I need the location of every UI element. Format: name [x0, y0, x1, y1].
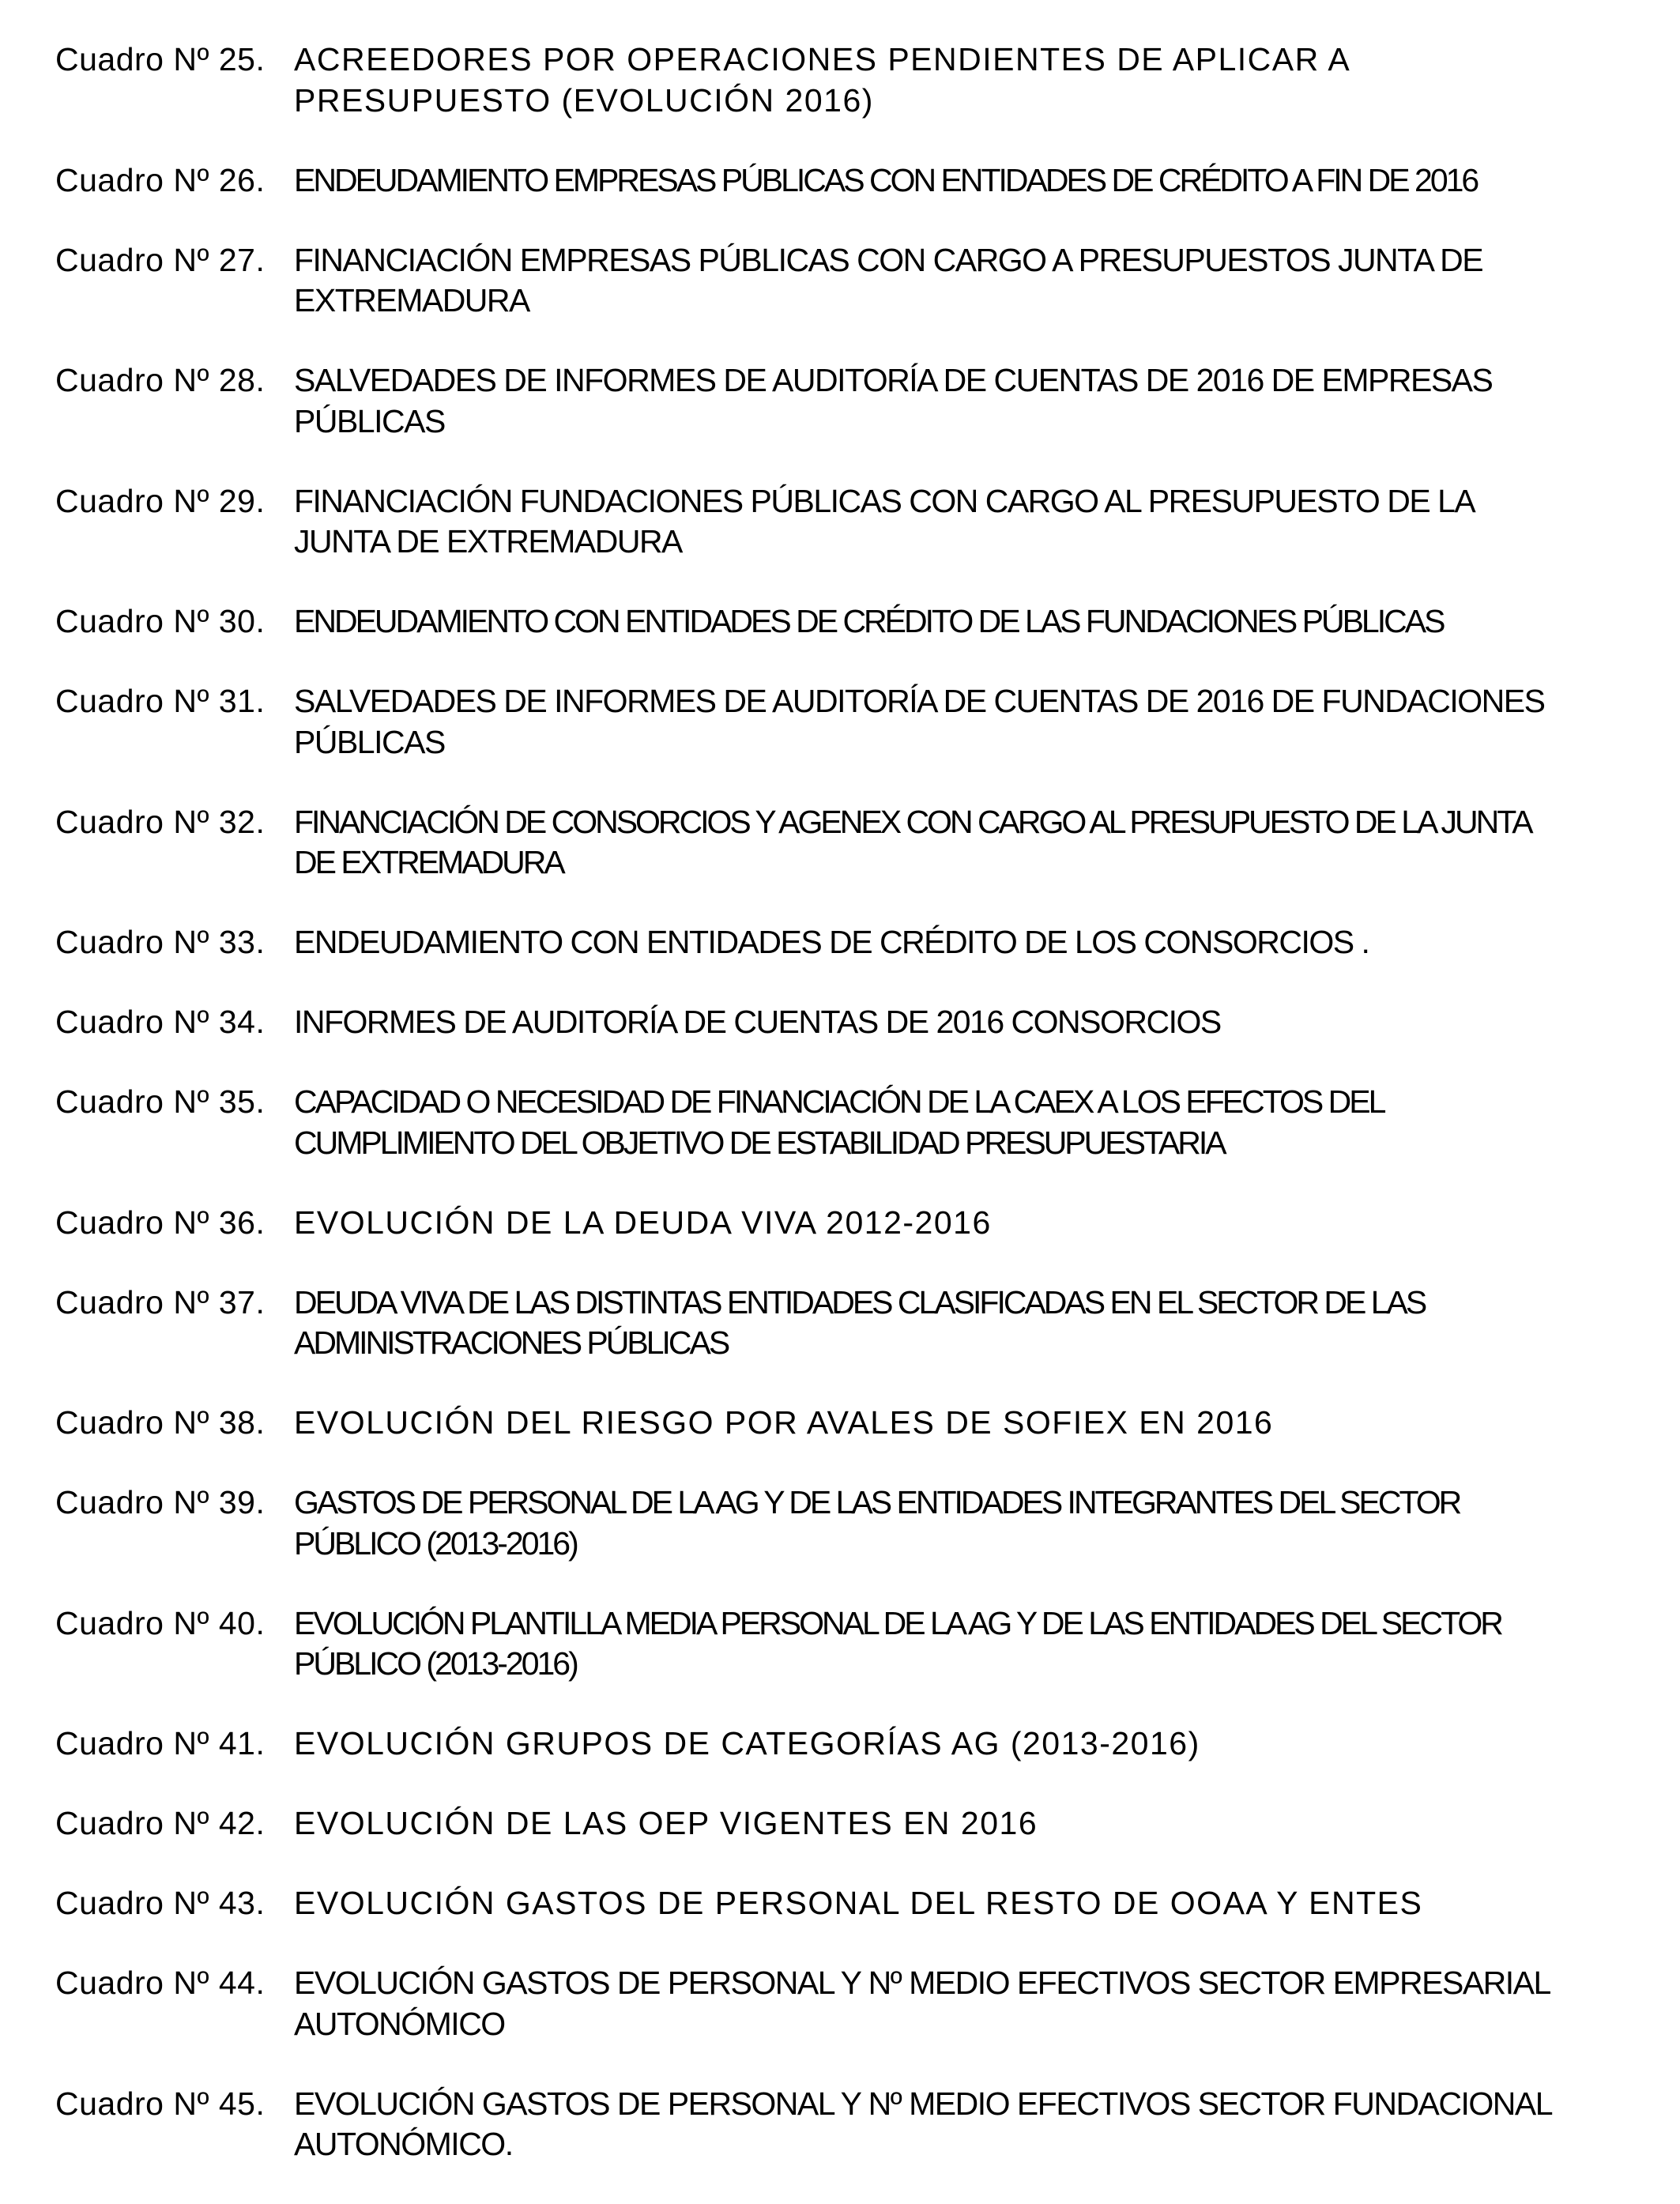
entry-number: Cuadro Nº 45.: [55, 2085, 266, 2122]
entry-title: FINANCIACIÓN EMPRESAS PÚBLICAS CON CARGO A PRESUPUESTOS JUNTA DE EXTREMADURA: [294, 241, 1483, 318]
entry-number: Cuadro Nº 29.: [55, 482, 266, 519]
list-item: [55, 1803, 1557, 1844]
entry-title: CAPACIDAD O NECESIDAD DE FINANCIACIÓN DE LA CAEX A LOS EFECTOS DEL CUMPLIMIENTO DEL OBJETIVO DE ESTABILIDAD PRESUPUESTARIA: [294, 1083, 1383, 1161]
entry-number: Cuadro Nº 33.: [55, 924, 266, 960]
entry-title: EVOLUCIÓN DE LAS OEP VIGENTES EN 2016: [294, 1805, 1038, 1841]
list-item: [55, 681, 1557, 763]
entry-number: Cuadro Nº 30.: [55, 603, 266, 639]
entry-title: EVOLUCIÓN PLANTILLA MEDIA PERSONAL DE LA AG Y DE LAS ENTIDADES DEL SECTOR PÚBLICO (2013-2016): [294, 1604, 1501, 1682]
entry-number: Cuadro Nº 26.: [55, 161, 266, 198]
entry-number: Cuadro Nº 36.: [55, 1204, 266, 1241]
list-item: [55, 1283, 1557, 1364]
list-item: [55, 922, 1557, 963]
list-item: [55, 1963, 1557, 2044]
entry-number: Cuadro Nº 39.: [55, 1484, 266, 1520]
entry-title: DEUDA VIVA DE LAS DISTINTAS ENTIDADES CLASIFICADAS EN EL SECTOR DE LAS ADMINISTRACIONES PÚBLICAS: [294, 1283, 1426, 1361]
list-item: [55, 601, 1557, 642]
entry-title: ENDEUDAMIENTO EMPRESAS PÚBLICAS CON ENTIDADES DE CRÉDITO A FIN DE 2016: [294, 161, 1478, 198]
entry-number: Cuadro Nº 38.: [55, 1404, 266, 1441]
entry-title: FINANCIACIÓN FUNDACIONES PÚBLICAS CON CARGO AL PRESUPUESTO DE LA JUNTA DE EXTREMADURA: [294, 482, 1473, 559]
entry-title: EVOLUCIÓN GRUPOS DE CATEGORÍAS AG (2013-2016): [294, 1725, 1200, 1761]
entry-title: ACREEDORES POR OPERACIONES PENDIENTES DE APLICAR A PRESUPUESTO (EVOLUCIÓN 2016): [294, 41, 1349, 119]
entry-number: Cuadro Nº 42.: [55, 1805, 266, 1841]
entry-number: Cuadro Nº 37.: [55, 1283, 266, 1321]
list-item: [55, 802, 1557, 883]
entry-title: ENDEUDAMIENTO CON ENTIDADES DE CRÉDITO DE LAS FUNDACIONES PÚBLICAS: [294, 603, 1444, 639]
entry-number: Cuadro Nº 44.: [55, 1965, 266, 2001]
entry-title: EVOLUCIÓN DEL RIESGO POR AVALES DE SOFIEX EN 2016: [294, 1404, 1274, 1441]
list-item: [55, 160, 1557, 202]
list-item: [55, 1483, 1557, 1564]
entry-title: GASTOS DE PERSONAL DE LA AG Y DE LAS ENTIDADES INTEGRANTES DEL SECTOR PÚBLICO (2013-2016): [294, 1484, 1460, 1562]
entry-number: Cuadro Nº 35.: [55, 1083, 266, 1120]
entry-title: EVOLUCIÓN GASTOS DE PERSONAL Y Nº MEDIO EFECTIVOS SECTOR EMPRESARIAL AUTONÓMICO: [294, 1965, 1550, 2042]
list-item: [55, 2084, 1557, 2165]
list-item: [55, 1724, 1557, 1765]
list-item: [55, 1603, 1557, 1685]
entry-number: Cuadro Nº 25.: [55, 41, 266, 77]
list-item: [55, 1883, 1557, 1924]
list-item: [55, 1082, 1557, 1163]
list-item: [55, 240, 1557, 322]
list-item: [55, 1403, 1557, 1444]
list-item: [55, 360, 1557, 442]
entry-title: INFORMES DE AUDITORÍA DE CUENTAS DE 2016 CONSORCIOS: [294, 1004, 1221, 1040]
entry-title: ENDEUDAMIENTO CON ENTIDADES DE CRÉDITO DE LOS CONSORCIOS .: [294, 924, 1369, 960]
entry-number: Cuadro Nº 43.: [55, 1885, 266, 1921]
entry-title: EVOLUCIÓN GASTOS DE PERSONAL Y Nº MEDIO EFECTIVOS SECTOR FUNDACIONAL AUTONÓMICO.: [294, 2085, 1551, 2162]
list-item: [55, 1203, 1557, 1244]
entry-number: Cuadro Nº 28.: [55, 362, 266, 398]
entry-number: Cuadro Nº 31.: [55, 683, 266, 719]
list-item: [55, 481, 1557, 563]
list-item: [55, 1002, 1557, 1043]
entry-number: Cuadro Nº 34.: [55, 1004, 266, 1040]
entry-number: Cuadro Nº 32.: [55, 803, 266, 840]
list-item: [55, 40, 1557, 121]
entry-number: Cuadro Nº 27.: [55, 241, 266, 278]
entry-title: SALVEDADES DE INFORMES DE AUDITORÍA DE CUENTAS DE 2016 DE FUNDACIONES PÚBLICAS: [294, 683, 1545, 760]
entry-number: Cuadro Nº 41.: [55, 1725, 266, 1761]
entry-title: SALVEDADES DE INFORMES DE AUDITORÍA DE CUENTAS DE 2016 DE EMPRESAS PÚBLICAS: [294, 362, 1493, 439]
table-index-list: [55, 40, 1557, 2204]
entry-title: FINANCIACIÓN DE CONSORCIOS Y AGENEX CON CARGO AL PRESUPUESTO DE LA JUNTA DE EXTREMADURA: [294, 803, 1530, 880]
entry-number: Cuadro Nº 40.: [55, 1604, 266, 1641]
entry-title: EVOLUCIÓN DE LA DEUDA VIVA 2012-2016: [294, 1204, 992, 1241]
entry-title: EVOLUCIÓN GASTOS DE PERSONAL DEL RESTO DE OOAA Y ENTES: [294, 1885, 1423, 1921]
